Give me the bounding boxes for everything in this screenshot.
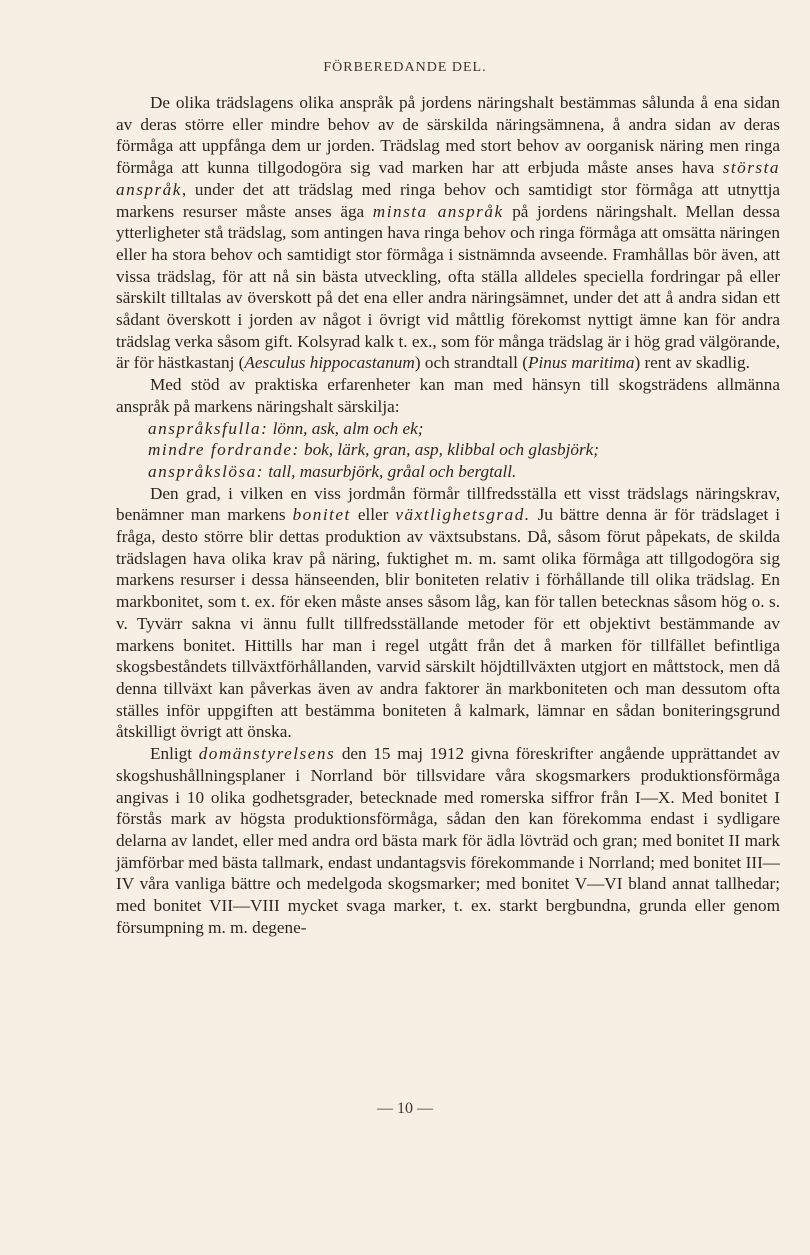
running-header: FÖRBEREDANDE DEL. bbox=[323, 60, 487, 75]
list-item: mindre fordrande: bok, lärk, gran, asp, klibbal och glasbjörk; bbox=[148, 440, 600, 460]
list-label: anspråksfulla: bbox=[148, 418, 269, 438]
list-item: anspråkslösa: tall, masurbjörk, gråal och bergtall. bbox=[148, 461, 517, 481]
species-name: Pinus maritima bbox=[527, 353, 635, 373]
page-number: — 10 — bbox=[377, 1100, 433, 1117]
species-name: Aesculus hippocastanum bbox=[244, 353, 415, 373]
list-item: anspråksfulla: lönn, ask, alm och ek; bbox=[148, 418, 424, 438]
emphasis: minsta anspråk bbox=[372, 201, 504, 221]
list-label: mindre fordrande: bbox=[148, 440, 300, 460]
emphasis: största anspråk bbox=[116, 158, 780, 199]
list-label: anspråkslösa: bbox=[148, 461, 264, 481]
emphasis: bonitet bbox=[292, 505, 351, 525]
body-text bbox=[116, 92, 780, 938]
paragraph-4: Enligt domänstyrelsens den 15 maj 1912 givna föreskrifter angående upprättandet av skogshushållningsplaner i Norrland bör tillsvidare våra skogsmarkers produktionsförmåga angivas i 10 olika godhetsgrader, betecknade med romerska siffror från I—X. Med bonitet I förstås mark av högsta produktionsförmåga, sådan den kan förekomma endast i sydligare delarna av landet, eller med andra ord bästa mark för ädla lövträd och gran; med bonitet II mark jämförbar med bästa tallmark, endast undantagsvis förekommande i Norrland; med bonitet III—IV våra vanliga bättre och medelgoda skogsmarker; med bonitet V—VI bland annat tallhedar; med bonitet VII—VIII mycket svaga marker, t. ex. starkt bergbundna, grunda eller genom försumpning m. m. degene- bbox=[116, 744, 780, 937]
emphasis: växtlighetsgrad. bbox=[395, 505, 531, 525]
paragraph-1: De olika trädslagens olika anspråk på jordens näringshalt bestämmas sålunda å ena sidan av deras större eller mindre behov av de särskilda näringsämnena, å andra sidan av deras förmåga att uppfånga dem ur jorden. Trädslag med stort behov av oorganisk näring men ringa förmåga att kunna tillgodogöra sig vad marken har att erbjuda måste anses hava största anspråk, under det att trädslag med ringa behov och samtidigt stor förmåga att utnyttja markens resurser måste anses äga minsta anspråk på jordens näringshalt. Mellan dessa ytterligheter stå trädslag, som antingen hava ringa behov och ringa förmåga att omsätta näringen eller ha stora behov och samtidigt stor förmåga i sistnämnda avseende. Framhållas bör även, att vissa trädslag, för att nå sin bästa utveckling, ofta ställa alldeles speciella fordringar på eller särskilt tilltalas av överskott på det ena eller andra näringsämnet, under det att å andra sidan ett sådant överskott i jorden av något i övrigt vid måttlig förekomst nyttigt ämne kan för andra trädslag verka såsom gift. Kolsyrad kalk t. ex., som för många trädslag är i hög grad välgörande, är för hästkastanj (Aesculus hippocastanum) och strandtall (Pinus maritima) rent av skadlig. bbox=[116, 93, 780, 373]
paragraph-3: Den grad, i vilken en viss jordmån förmår tillfredsställa ett visst trädslags näringskrav, benämner man markens bonitet eller växtlighetsgrad. Ju bättre denna är för trädslaget i fråga, desto större blir dettas produktion av växtsubstans. Då, såsom förut påpekats, de skilda trädslagen hava olika krav på näring, fuktighet m. m. samt olika förmåga att tillgodogöra sig markens resurser i dessa hänseenden, blir boniteten relativ i förhållande till olika trädslag. En markbonitet, som t. ex. för eken måste anses såsom låg, kan för tallen betecknas såsom hög o. s. v. Tyvärr sakna vi ännu fullt tillfredsställande metoder för ett objektivt bestämmande av markens bonitet. Hittills har man i regel utgått från det å marken för tillfället befintliga skogsbeståndets tillväxtförhållanden, varvid särskilt höjdtillväxten utgjort en måttstock, men då denna tillväxt kan påverkas även av andra faktorer än markboniteten och man dessutom ofta ställes inför uppgiften att bestämma boniteten å kalmark, lämnar en sådan boniteringsgrund åtskilligt övrigt att önska. bbox=[116, 483, 780, 742]
emphasis: domänstyrelsens bbox=[198, 744, 336, 764]
paragraph-2: Med stöd av praktiska erfarenheter kan man med hänsyn till skogsträdens allmänna anspråk på markens näringshalt särskilja: bbox=[116, 375, 780, 416]
